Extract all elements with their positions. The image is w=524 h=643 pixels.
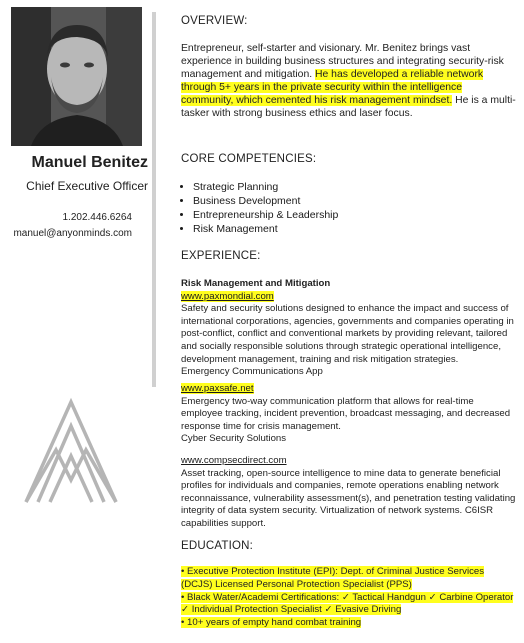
experience-desc: Asset tracking, open-source intelligence to mine data to generate beneficial profiles for individuals and companies, remote operations enabling network reconnaissance, vulnerability assessment(s), and penetration testing validating integrity of data system security. Virtualization of network systems. C6ISR capabilities support. xyxy=(181,467,516,529)
experience-link[interactable]: www.paxsafe.net xyxy=(181,383,254,394)
profile-name: Manuel Benitez xyxy=(31,154,148,171)
education-list xyxy=(181,566,517,630)
experience-desc: Safety and security solutions designed to enhance the impact and success of international corporations, agencies, governments and companies operating in post-conflict, conflict and conventional markets by providing relevant, tailored and socially responsible solutions through strategic operational intelligence, development management, training and risk mitigation strategies. xyxy=(181,303,514,365)
profile-phone: 1.202.446.6264 xyxy=(62,212,132,223)
education-item: • Black Water/Academi Certifications: ✓ Tactical Handgun ✓ Carbine Operator ✓ Individual Protection Specialist ✓ Evasive Driving xyxy=(181,591,514,616)
experience-heading: EXPERIENCE: xyxy=(181,250,261,262)
overview-heading: OVERVIEW: xyxy=(181,15,248,27)
education-item: • 10+ years of empty hand combat training xyxy=(181,617,362,629)
overview-highlight: He has developed a reliable network through 5+ years in the private security within the intelligence community, which cemented his risk management mindset. xyxy=(181,69,484,106)
overview-text-part: He is a multi-tasker with strong business ethics and laser focus. xyxy=(181,95,516,119)
experience-link[interactable]: www.paxmondial.com xyxy=(181,290,274,302)
company-logo-icon xyxy=(22,394,120,509)
list-item: • Entrepreneurship & Leadership xyxy=(193,208,338,222)
competencies-heading: CORE COMPETENCIES: xyxy=(181,153,317,165)
experience-role: Risk Management and Mitigation xyxy=(181,278,331,289)
experience-tag: Cyber Security Solutions xyxy=(181,433,287,445)
experience-block xyxy=(181,383,517,446)
profile-title: Chief Executive Officer xyxy=(26,179,148,193)
experience-tag: Emergency Communications App xyxy=(181,366,323,378)
experience-desc: Emergency two-way communication platform that allows for real-time employee tracking, incident prevention, broadcast messaging, and decreased response time for crisis management. xyxy=(181,395,511,432)
education-heading: EDUCATION: xyxy=(181,540,254,552)
list-item: • Business Development xyxy=(193,194,338,208)
overview-text xyxy=(181,42,517,120)
experience-block xyxy=(181,455,517,531)
experience-link[interactable]: www.compsecdirect.com xyxy=(181,455,287,466)
column-divider xyxy=(152,12,156,387)
experience-block xyxy=(181,278,517,379)
profile-photo xyxy=(11,7,142,146)
profile-email[interactable]: manuel@anyonminds.com xyxy=(13,228,132,239)
competencies-list xyxy=(181,180,338,236)
list-item: • Risk Management xyxy=(193,222,338,236)
list-item: • Strategic Planning xyxy=(193,180,338,194)
overview-text-part: Entrepreneur, self-starter and visionary. Mr. Benitez brings vast experience in building business structures and integrating security-risk management and mitigation. xyxy=(181,43,504,80)
education-item: • Executive Protection Institute (EPI): Dept. of Criminal Justice Services (DCJS) Licensed Personal Protection Specialist (PPS) xyxy=(181,566,485,590)
